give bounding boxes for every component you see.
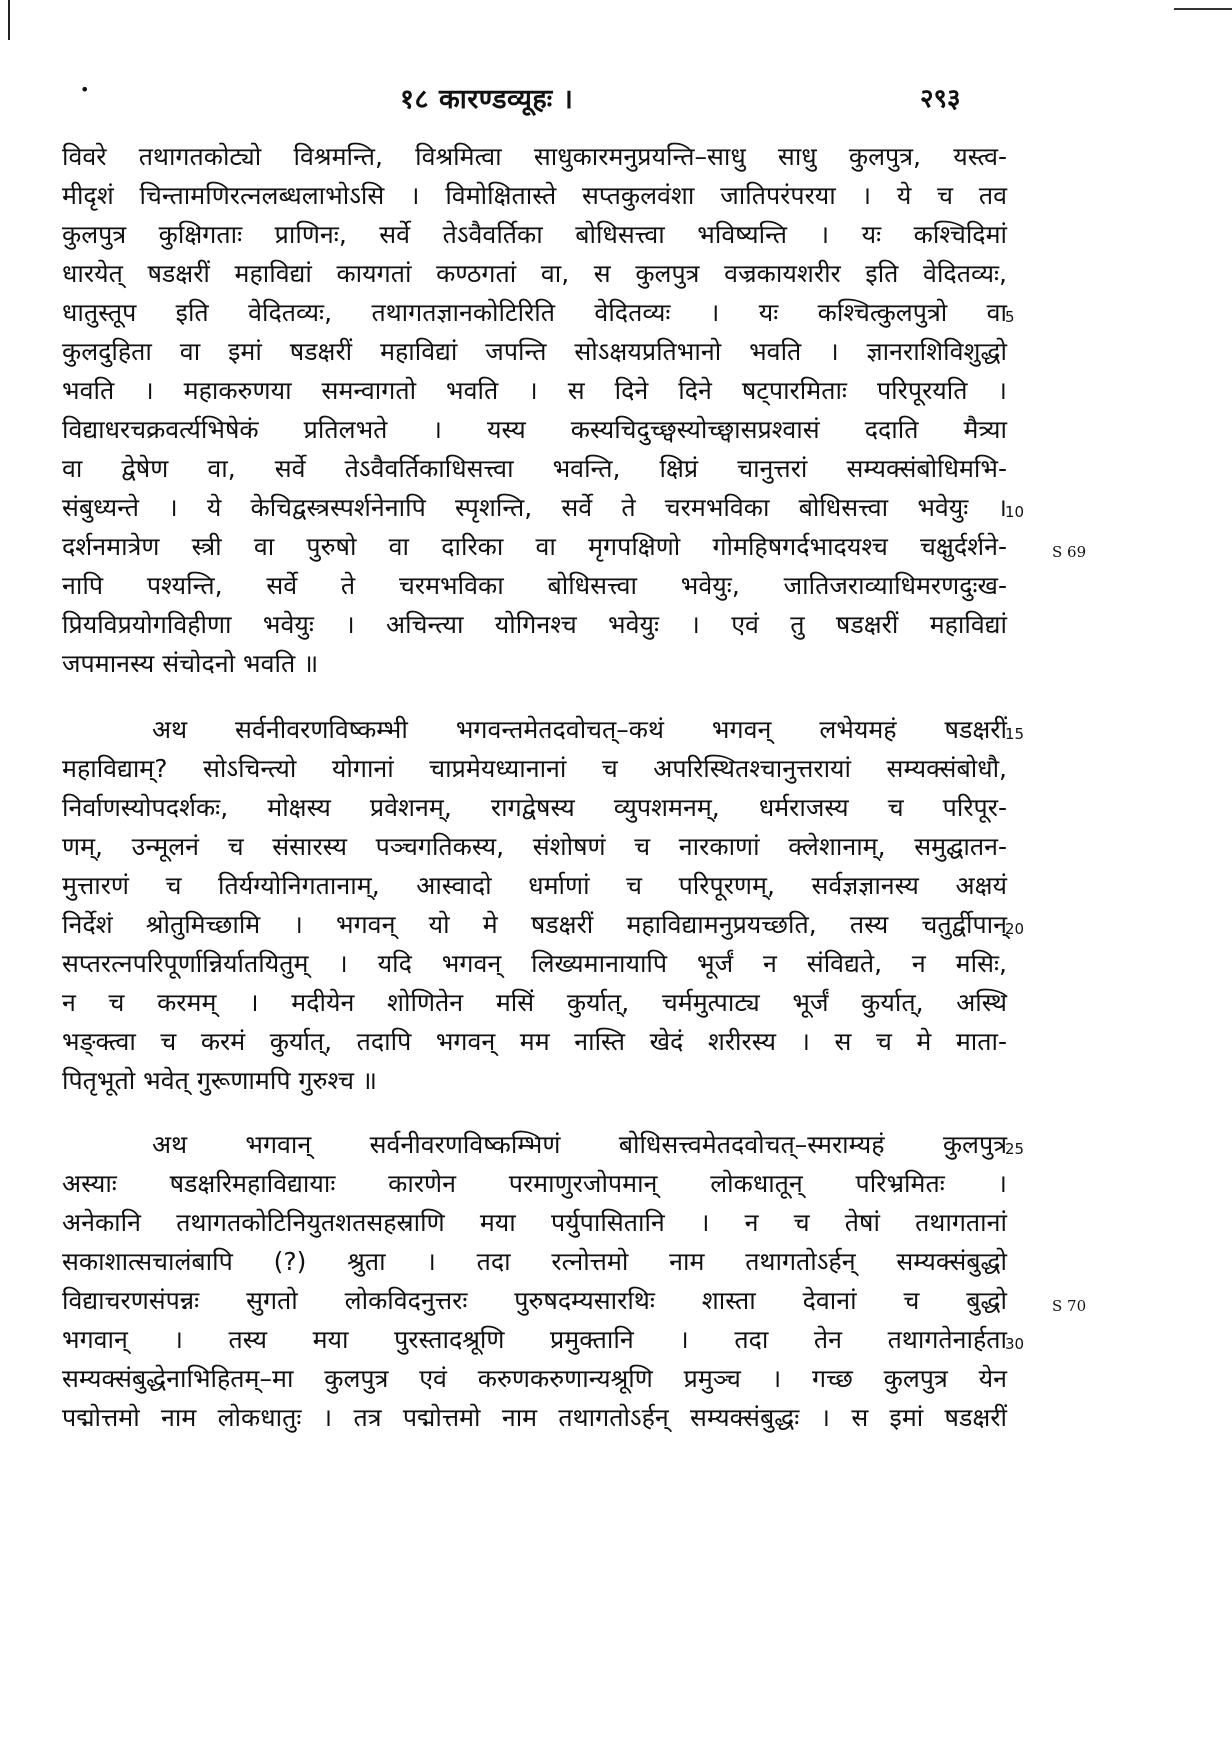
line-number: 20 bbox=[1005, 920, 1025, 938]
margin-reference: S 69 bbox=[1052, 543, 1087, 561]
text-line: दर्शनमात्रेण स्त्री वा पुरुषो वा दारिका वा मृगपक्षिणो गोमहिषगर्दभादयश्च चक्षुर्दर्शने- bbox=[62, 532, 1007, 561]
text-line: सकाशात्सचालंबापि (?) श्रुता । तदा रत्नोत्तमो नाम तथागतोऽर्हन् सम्यक्संबुद्धो bbox=[62, 1247, 1007, 1276]
line-number: 25 bbox=[1005, 1140, 1025, 1158]
stray-dot: • bbox=[80, 80, 90, 99]
text-line: महाविद्याम्? सोऽचिन्त्यो योगानां चाप्रमेयध्यानानां च अपरिस्थितश्चानुत्तरायां सम्यक्संबोधौ, bbox=[62, 754, 1007, 783]
scan-edge-mark-top bbox=[1174, 8, 1232, 10]
paragraph-start: अथ भगवान् सर्वनीवरणविष्कम्भिणं बोधिसत्त्वमेतदवोचत्–स्मराम्यहं कुलपुत्र bbox=[152, 1130, 1007, 1159]
margin-reference: S 70 bbox=[1052, 1297, 1087, 1315]
paragraph-start: अथ सर्वनीवरणविष्कम्भी भगवन्तमेतदवोचत्–कथं भगवन् लभेयमहं षडक्षरीं bbox=[152, 715, 1007, 744]
page-number: २९३ bbox=[920, 84, 961, 114]
text-line: धारयेत् षडक्षरीं महाविद्यां कायगतां कण्ठगतां वा, स कुलपुत्र वज्रकायशरीर इति वेदितव्यः, bbox=[62, 259, 1007, 288]
text-line: कुलपुत्र कुक्षिगताः प्राणिनः, सर्वे तेऽवैवर्तिका बोधिसत्त्वा भविष्यन्ति । यः कश्चिदिमां bbox=[62, 220, 1007, 249]
line-number: 10 bbox=[1005, 503, 1025, 521]
text-line: कुलदुहिता वा इमां षडक्षरीं महाविद्यां जपन्ति सोऽक्षयप्रतिभानो भवति । ज्ञानराशिविशुद्धो bbox=[62, 337, 1007, 366]
text-line: पद्मोत्तमो नाम लोकधातुः । तत्र पद्मोत्तमो नाम तथागतोऽर्हन् सम्यक्संबुद्धः । स इमां षडक्षरीं bbox=[62, 1403, 1007, 1432]
text-line: अनेकानि तथागतकोटिनियुतशतसहस्राणि मया पर्युपासितानि । न च तेषां तथागतानां bbox=[62, 1208, 1007, 1237]
text-line: णम्, उन्मूलनं च संसारस्य पञ्चगतिकस्य, संशोषणं च नारकाणां क्लेशानाम्, समुद्घातन- bbox=[62, 832, 1007, 861]
text-line: धातुस्तूप इति वेदितव्यः, तथागतज्ञानकोटिरिति वेदितव्यः । यः कश्चित्कुलपुत्रो वा bbox=[62, 298, 1007, 327]
text-line: सप्तरत्नपरिपूर्णान्निर्यातयितुम् । यदि भगवन् लिख्यमानायापि भूर्जं न संविद्यते, न मसिः, bbox=[62, 949, 1007, 978]
text-line: विद्याचरणसंपन्नः सुगतो लोकविदनुत्तरः पुरुषदम्यसारथिः शास्ता देवानां च बुद्धो bbox=[62, 1286, 1007, 1315]
text-line: भवति । महाकरुणया समन्वागतो भवति । स दिने दिने षट्पारमिताः परिपूरयति । bbox=[62, 376, 1007, 405]
text-line: भगवान् । तस्य मया पुरस्तादश्रूणि प्रमुक्तानि । तदा तेन तथागतेनार्हता bbox=[62, 1325, 1007, 1354]
text-line: मुत्तारणं च तिर्यग्योनिगतानाम्, आस्वादो धर्माणां च परिपूरणम्, सर्वज्ञज्ञानस्य अक्षयं bbox=[62, 871, 1007, 900]
text-line: सम्यक्संबुद्धेनाभिहितम्–मा कुलपुत्र एवं करुणकरुणान्यश्रूणि प्रमुञ्च । गच्छ कुलपुत्र येन bbox=[62, 1364, 1007, 1393]
running-head: १८ कारण्डव्यूहः । bbox=[400, 84, 574, 115]
text-line: न च करमम् । मदीयेन शोणितेन मसिं कुर्यात्, चर्ममुत्पाट्य भूर्जं कुर्यात्, अस्थि bbox=[62, 988, 1007, 1017]
text-line: प्रियविप्रयोगविहीणा भवेयुः । अचिन्त्या योगिनश्च भवेयुः । एवं तु षडक्षरीं महाविद्यां bbox=[62, 610, 1007, 639]
line-number: 15 bbox=[1005, 725, 1025, 743]
text-line: मीदृशं चिन्तामणिरत्नलब्धलाभोऽसि । विमोक्षितास्ते सप्तकुलवंशा जातिपरंपरया । ये च तव bbox=[62, 181, 1007, 210]
line-number: 30 bbox=[1005, 1335, 1025, 1353]
text-line: निर्देशं श्रोतुमिच्छामि । भगवन् यो मे षडक्षरीं महाविद्यामनुप्रयच्छति, तस्य चतुर्द्वीपान् bbox=[62, 910, 1007, 939]
text-line: विद्याधरचक्रवर्त्यभिषेकं प्रतिलभते । यस्य कस्यचिदुच्छ्वस्योच्छ्वासप्रश्वासं ददाति मैत्र्या bbox=[62, 415, 1007, 444]
text-line: निर्वाणस्योपदर्शकः, मोक्षस्य प्रवेशनम्, रागद्वेषस्य व्युपशमनम्, धर्मराजस्य च परिपूर- bbox=[62, 793, 1007, 822]
text-line: जपमानस्य संचोदनो भवति ॥ bbox=[62, 649, 319, 678]
scan-edge-mark bbox=[8, 0, 10, 40]
line-number: 5 bbox=[1005, 308, 1015, 326]
text-line: संबुध्यन्ते । ये केचिद्वस्त्रस्पर्शनेनापि स्पृशन्ति, सर्वे ते चरमभविका बोधिसत्त्वा भवेयुः । bbox=[62, 493, 1007, 522]
text-line: वा द्वेषेण वा, सर्वे तेऽवैवर्तिकाधिसत्त्वा भवन्ति, क्षिप्रं चानुत्तरां सम्यक्संबोधिमभि- bbox=[62, 454, 1007, 483]
text-line: अस्याः षडक्षरिमहाविद्यायाः कारणेन परमाणुरजोपमान् लोकधातून् परिभ्रमितः । bbox=[62, 1169, 1007, 1198]
text-line: भङ्क्त्वा च करमं कुर्यात्, तदापि भगवन् मम नास्ति खेदं शरीरस्य । स च मे माता- bbox=[62, 1027, 1007, 1056]
text-line: पितृभूतो भवेत् गुरूणामपि गुरुश्च ॥ bbox=[62, 1066, 377, 1095]
text-line: विवरे तथागतकोट्यो विश्रमन्ति, विश्रमित्वा साधुकारमनुप्रयन्ति–साधु साधु कुलपुत्र, यस्त्व- bbox=[62, 142, 1007, 171]
text-line: नापि पश्यन्ति, सर्वे ते चरमभविका बोधिसत्त्वा भवेयुः, जातिजराव्याधिमरणदुःख- bbox=[62, 571, 1007, 600]
